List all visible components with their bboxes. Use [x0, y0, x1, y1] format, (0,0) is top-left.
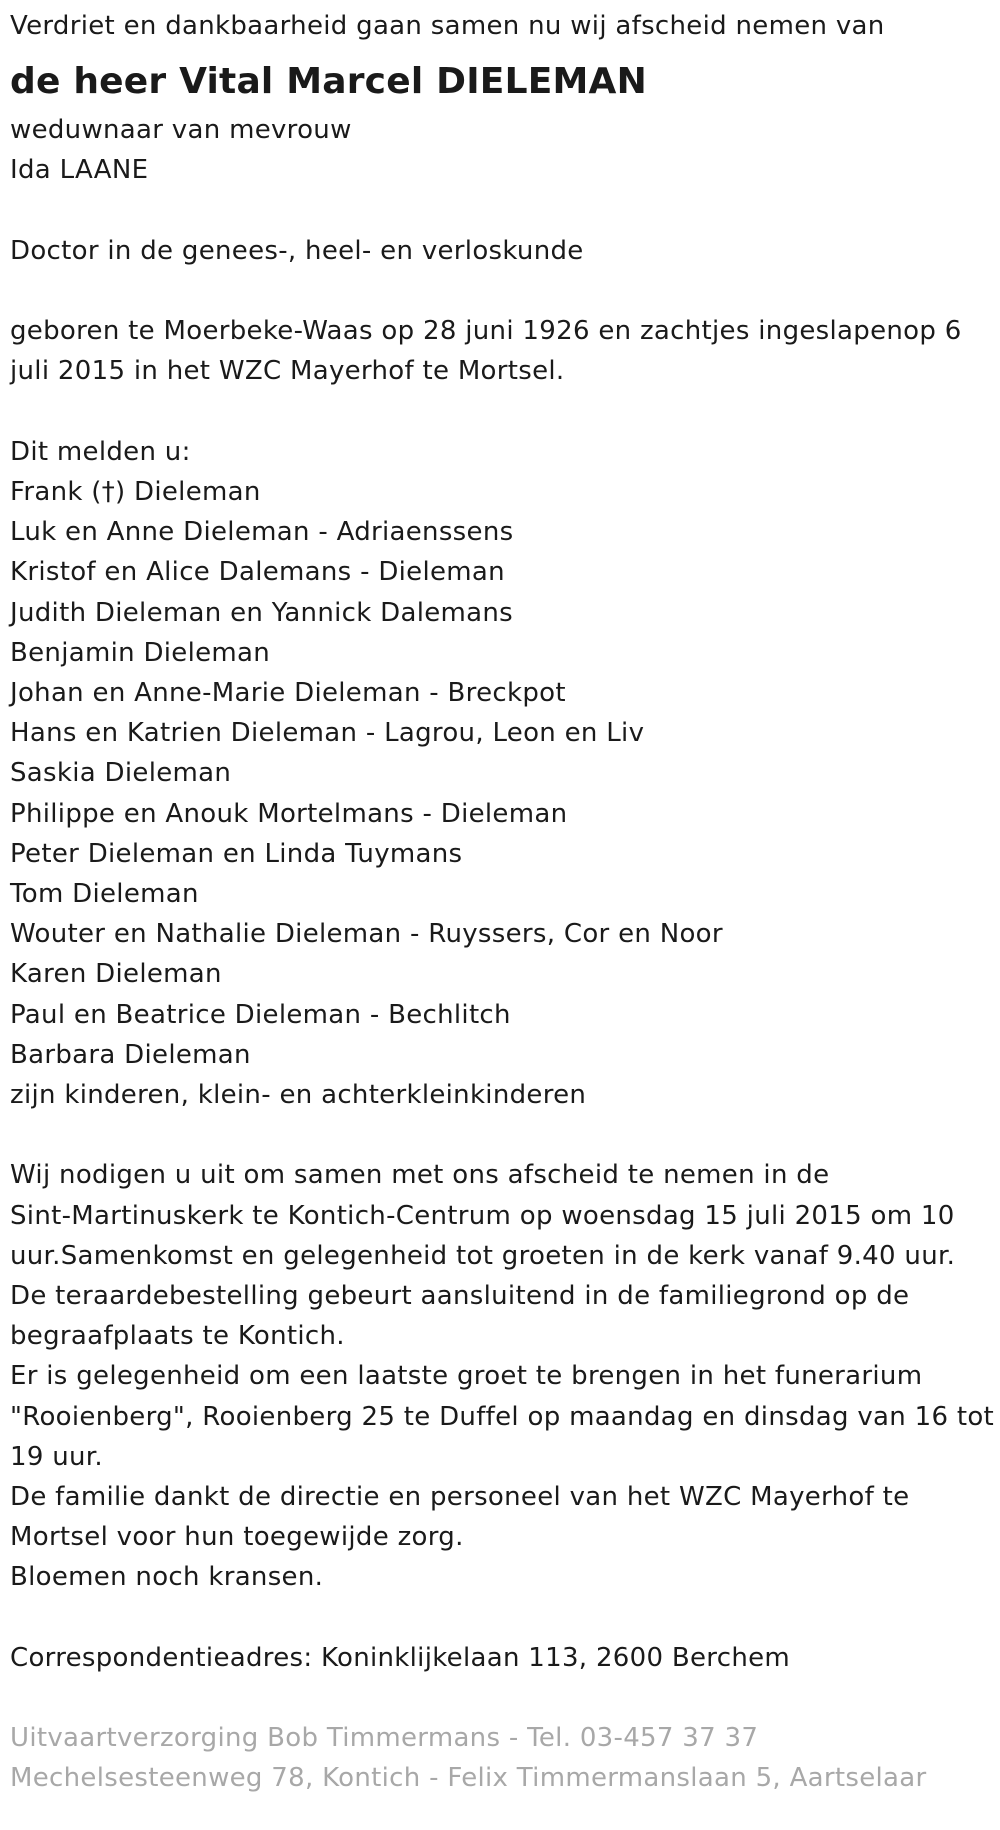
birth-death-line: geboren te Moerbeke-Waas op 28 juni 1926 en zachtjes ingeslapenop 6	[10, 316, 962, 347]
ceremony-line: Bloemen noch kransen.	[10, 1562, 324, 1593]
funeral-home-footer	[10, 1718, 995, 1798]
birth-death-line: juli 2015 in het WZC Mayerhof te Mortsel.	[10, 356, 565, 387]
announcer-item: Paul en Beatrice Dieleman - Bechlitch	[10, 999, 511, 1030]
announcer-item: Johan en Anne-Marie Dieleman - Breckpot	[10, 678, 566, 708]
relation-line: weduwnaar van mevrouw	[10, 115, 352, 146]
announcer-item: Kristof en Alice Dalemans - Dieleman	[10, 557, 505, 588]
footer-line: Uitvaartverzorging Bob Timmermans - Tel. 03-457 37 37	[10, 1723, 759, 1754]
ceremony-line: "Rooienberg", Rooienberg 25 te Duffel op maandag en dinsdag van 16 tot	[10, 1401, 995, 1432]
announcer-item: Peter Dieleman en Linda Tuymans	[10, 838, 463, 869]
death-notice	[10, 6, 995, 1799]
birth-death-block	[10, 311, 995, 391]
ceremony-block	[10, 1155, 995, 1597]
announcers-block	[10, 432, 995, 1115]
announcer-item: Tom Dieleman	[10, 879, 199, 910]
correspondence-address: Correspondentieadres: Koninklijkelaan 113, 2600 Berchem	[10, 1642, 791, 1673]
relation-line: Ida LAANE	[10, 155, 149, 186]
announcer-item: Benjamin Dieleman	[10, 637, 271, 668]
announcer-item: Frank (†) Dieleman	[10, 476, 261, 507]
ceremony-line: begraafplaats te Kontich.	[10, 1321, 345, 1352]
announcer-item: Wouter en Nathalie Dieleman - Ruyssers, Cor en Noor	[10, 919, 723, 950]
announcer-item: Judith Dieleman en Yannick Dalemans	[10, 597, 514, 628]
intro-text: Verdriet en dankbaarheid gaan samen nu wij afscheid nemen van	[10, 11, 885, 41]
footer-line: Mechelsesteenweg 78, Kontich - Felix Timmermanslaan 5, Aartselaar	[10, 1763, 927, 1794]
ceremony-line: uur.Samenkomst en gelegenheid tot groeten in de kerk vanaf 9.40 uur.	[10, 1240, 956, 1271]
ceremony-line: De familie dankt de directie en personeel van het WZC Mayerhof te	[10, 1482, 910, 1513]
announcers-heading: Dit melden u:	[10, 436, 191, 467]
ceremony-line: Wij nodigen u uit om samen met ons afscheid te nemen in de	[10, 1160, 830, 1191]
announcer-item: Barbara Dieleman	[10, 1039, 251, 1070]
professional-title: Doctor in de genees-, heel- en verloskunde	[10, 235, 584, 266]
ceremony-line: 19 uur.	[10, 1441, 103, 1472]
ceremony-line: Mortsel voor hun toegewijde zorg.	[10, 1522, 464, 1553]
announcer-item: Philippe en Anouk Mortelmans - Dieleman	[10, 798, 568, 829]
announcer-item: Luk en Anne Dieleman - Adriaenssens	[10, 517, 514, 548]
ceremony-line: Sint-Martinuskerk te Kontich-Centrum op woensdag 15 juli 2015 om 10	[10, 1200, 955, 1231]
ceremony-line: Er is gelegenheid om een laatste groet te brengen in het funerarium	[10, 1361, 923, 1392]
announcer-item: Saskia Dieleman	[10, 758, 232, 789]
relation-block	[10, 110, 995, 190]
announcers-closing: zijn kinderen, klein- en achterkleinkinderen	[10, 1080, 587, 1111]
announcer-item: Karen Dieleman	[10, 959, 222, 990]
ceremony-line: De teraardebestelling gebeurt aansluitend in de familiegrond op de	[10, 1281, 910, 1312]
deceased-name: de heer Vital Marcel DIELEMAN	[10, 61, 647, 103]
announcer-item: Hans en Katrien Dieleman - Lagrou, Leon en Liv	[10, 718, 645, 749]
